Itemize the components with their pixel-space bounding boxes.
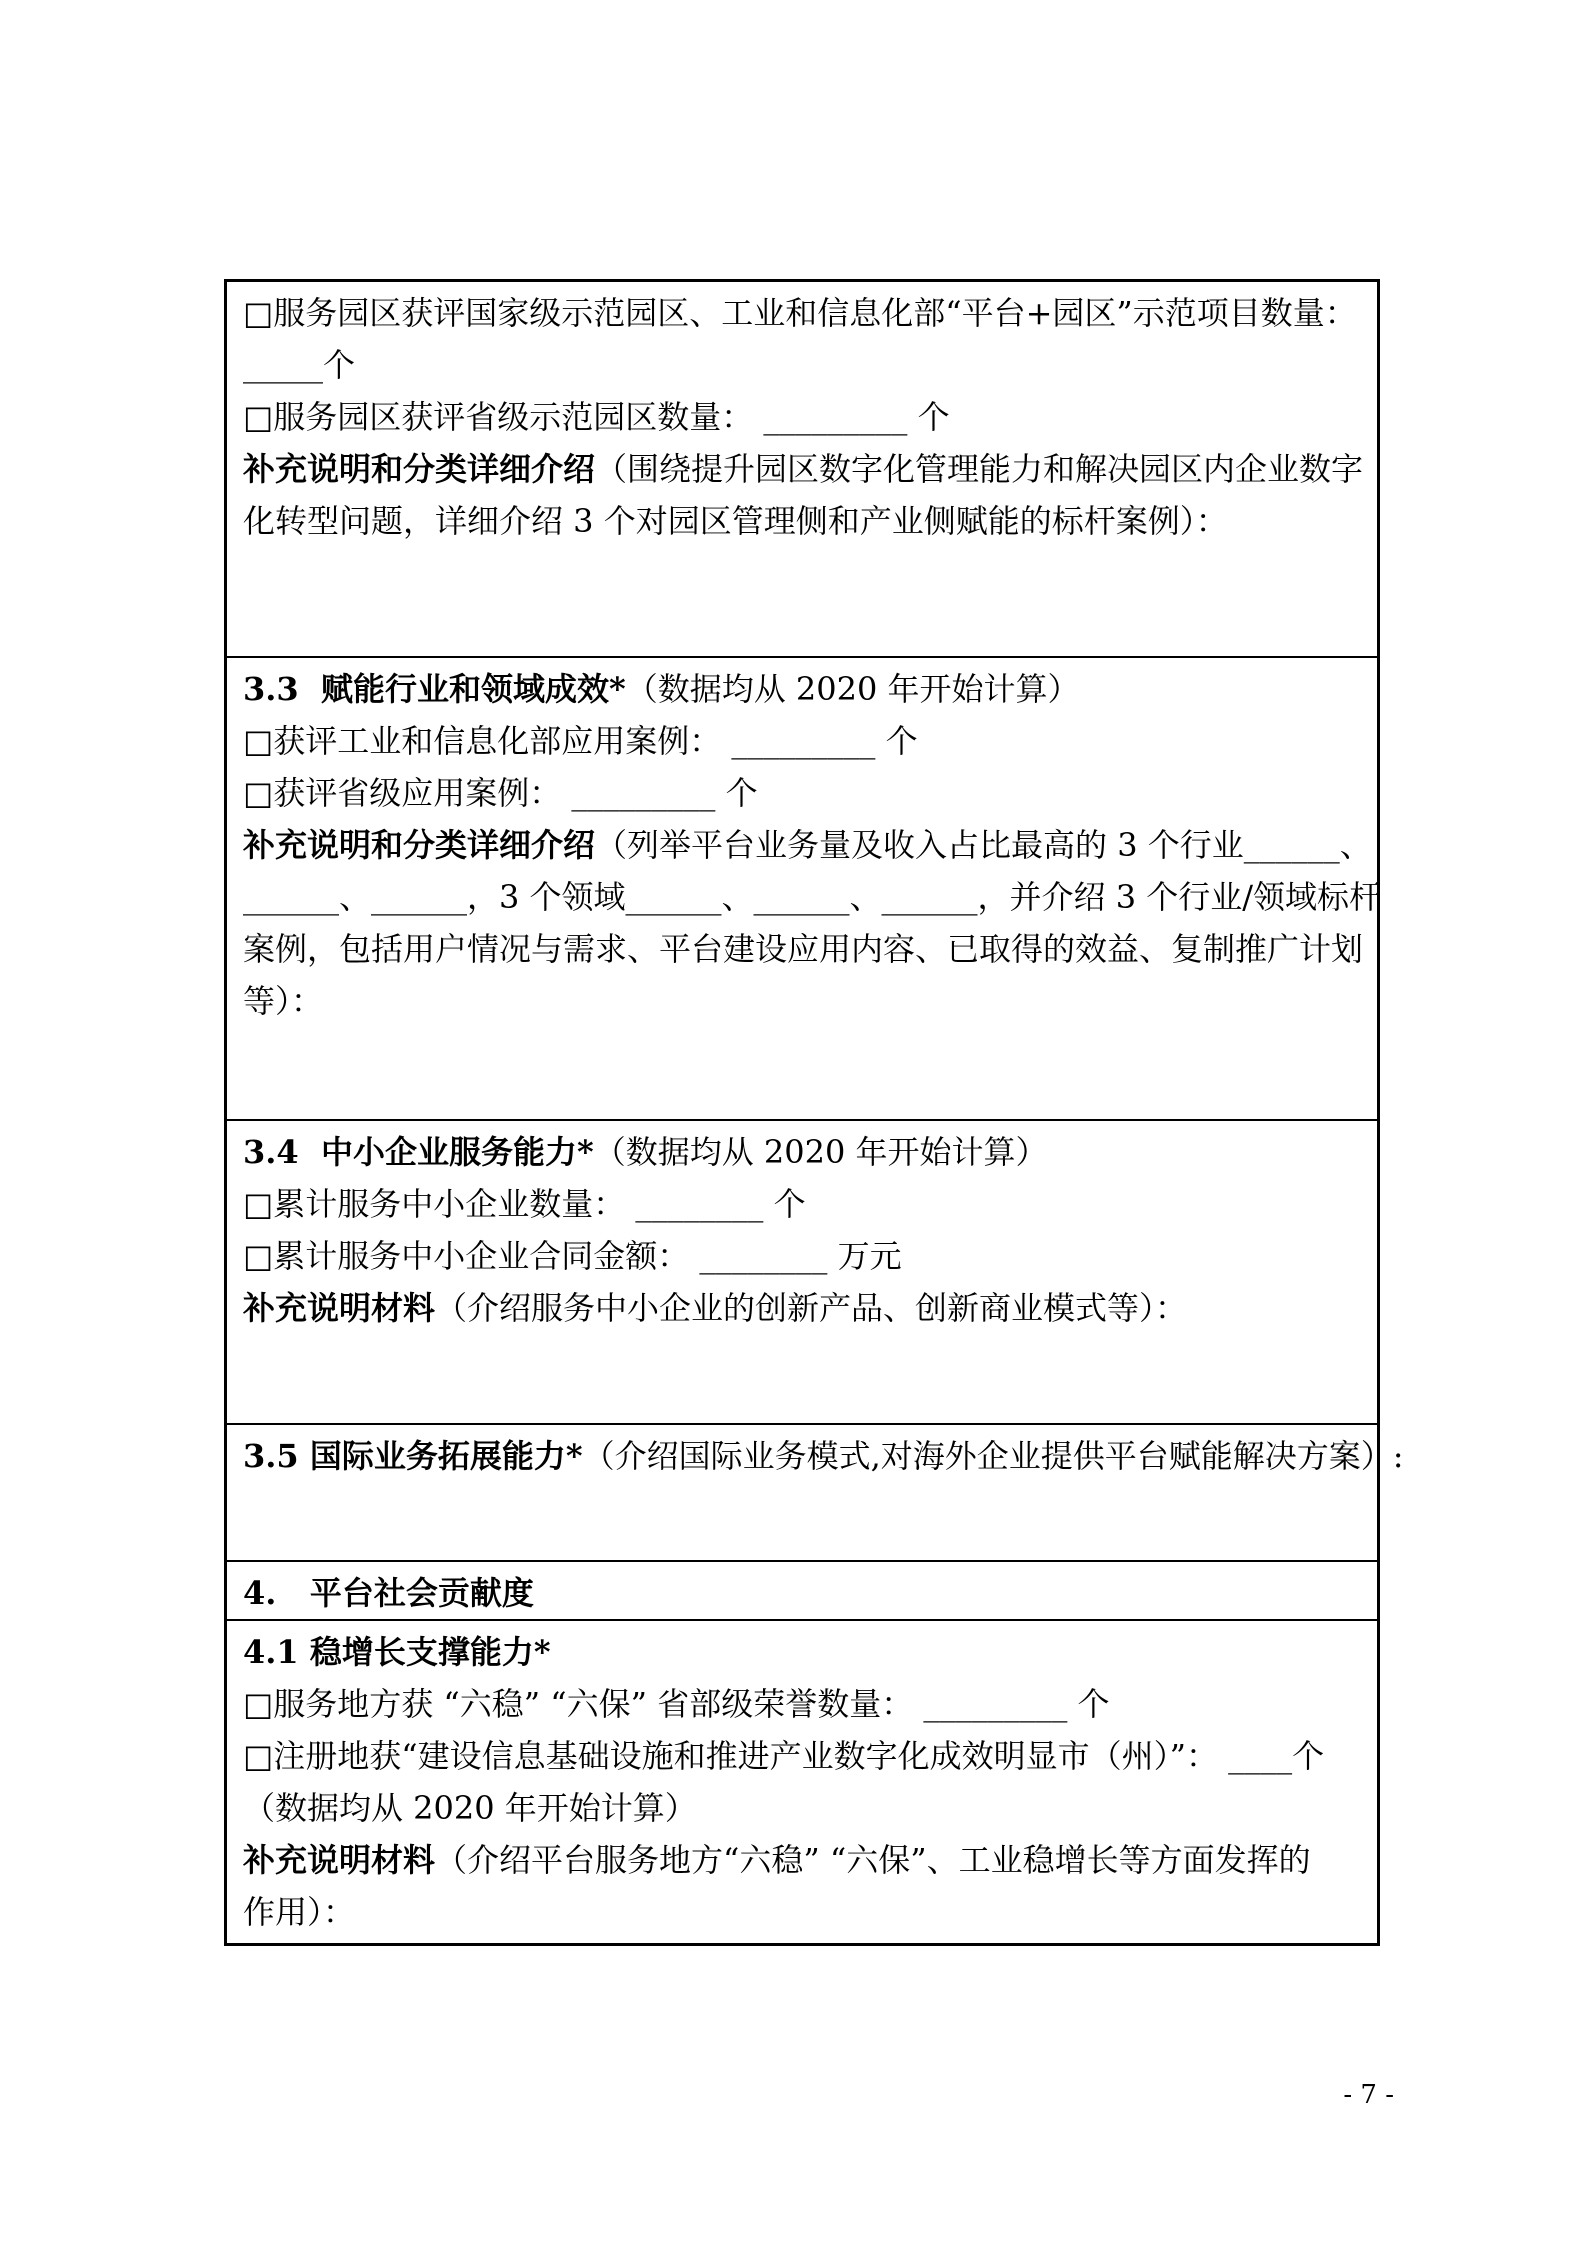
form-line bbox=[243, 391, 1371, 443]
form-text: □累计服务中小企业合同金额： ________ 万元 bbox=[243, 1237, 902, 1275]
form-line bbox=[243, 1430, 1404, 1482]
form-text: （数据均从 2020 年开始计算） bbox=[593, 1133, 1048, 1171]
form-text: （围绕提升园区数字化管理能力和解决园区内企业数字 bbox=[595, 450, 1364, 488]
form-text: （介绍服务中小企业的创新产品、创新商业模式等）： bbox=[435, 1289, 1188, 1327]
form-line bbox=[243, 1730, 1371, 1782]
form-line bbox=[243, 495, 1371, 547]
form-text: □注册地获“建设信息基础设施和推进产业数字化成效明显市（州）”： ____个 bbox=[243, 1737, 1325, 1775]
form-line bbox=[243, 1886, 1371, 1938]
form-line bbox=[243, 287, 1371, 339]
form-line bbox=[243, 663, 1371, 715]
form-label-bold: 补充说明材料 bbox=[243, 1841, 436, 1879]
form-label-bold: 3.5 国际业务拓展能力* bbox=[243, 1437, 583, 1475]
form-text: 化转型问题，详细介绍 3 个对园区管理侧和产业侧赋能的标杆案例）： bbox=[243, 502, 1228, 540]
form-label-bold: 补充说明和分类详细介绍 bbox=[243, 826, 596, 864]
form-label-bold: 4.1 稳增长支撑能力* bbox=[243, 1633, 551, 1671]
form-text: 作用）： bbox=[243, 1893, 356, 1931]
form-line bbox=[243, 1626, 1371, 1678]
form-text: ______、______，3 个领域______、______、______，并介绍 3 个行业/领域标杆 bbox=[243, 878, 1382, 916]
form-line bbox=[243, 1678, 1371, 1730]
row-section-3-5-international-business bbox=[227, 1425, 1404, 1562]
form-text: 等）： bbox=[243, 982, 324, 1020]
row-section-3-3-industry-field-results bbox=[227, 658, 1382, 1121]
form-line bbox=[243, 1178, 1371, 1230]
form-text: □服务地方获 “六稳” “六保” 省部级荣誉数量： _________ 个 bbox=[243, 1685, 1110, 1723]
form-label-bold: 4. 平台社会贡献度 bbox=[243, 1574, 534, 1612]
form-text: （数据均从 2020 年开始计算） bbox=[625, 670, 1080, 708]
row-section-4-social-contribution bbox=[227, 1562, 1377, 1621]
form-text: _____个 bbox=[243, 346, 356, 384]
form-text: □累计服务中小企业数量： ________ 个 bbox=[243, 1185, 806, 1223]
form-text: （介绍平台服务地方“六稳” “六保”、工业稳增长等方面发挥的 bbox=[435, 1841, 1311, 1879]
form-line bbox=[243, 819, 1371, 871]
form-label-bold: 3.4 中小企业服务能力* bbox=[243, 1133, 594, 1171]
form-line bbox=[243, 975, 1371, 1027]
form-label-bold: 补充说明和分类详细介绍 bbox=[243, 450, 596, 488]
form-text: 案例，包括用户情况与需求、平台建设应用内容、已取得的效益、复制推广计划 bbox=[243, 930, 1364, 968]
form-line bbox=[243, 871, 1382, 923]
form-line bbox=[243, 1782, 1371, 1834]
form-text: □获评省级应用案例： _________ 个 bbox=[243, 774, 758, 812]
form-line bbox=[243, 1282, 1371, 1334]
form-table bbox=[224, 279, 1404, 1946]
form-label-bold: 3.3 赋能行业和领域成效* bbox=[243, 670, 626, 708]
form-line bbox=[243, 1126, 1371, 1178]
form-text: （介绍国际业务模式,对海外企业提供平台赋能解决方案）: bbox=[582, 1437, 1404, 1475]
form-text: □服务园区获评省级示范园区数量： _________ 个 bbox=[243, 398, 950, 436]
row-section-3-2-parks-continued bbox=[227, 282, 1377, 658]
form-line bbox=[243, 1567, 1371, 1619]
form-text: □服务园区获评国家级示范园区、工业和信息化部“平台+园区”示范项目数量： bbox=[243, 294, 1357, 332]
form-text: （数据均从 2020 年开始计算） bbox=[243, 1789, 697, 1827]
form-line bbox=[243, 1834, 1371, 1886]
form-line bbox=[243, 715, 1371, 767]
form-line bbox=[243, 923, 1371, 975]
form-text: □获评工业和信息化部应用案例： _________ 个 bbox=[243, 722, 918, 760]
row-section-3-4-sme-service-capability bbox=[227, 1121, 1377, 1425]
form-line bbox=[243, 443, 1371, 495]
form-line bbox=[243, 1230, 1371, 1282]
row-section-4-1-stable-growth-support bbox=[227, 1621, 1377, 1943]
form-line bbox=[243, 339, 1371, 391]
form-label-bold: 补充说明材料 bbox=[243, 1289, 436, 1327]
form-line bbox=[243, 767, 1371, 819]
form-text: （列举平台业务量及收入占比最高的 3 个行业______、 bbox=[595, 826, 1372, 864]
page-number: - 7 - bbox=[1343, 2080, 1394, 2110]
